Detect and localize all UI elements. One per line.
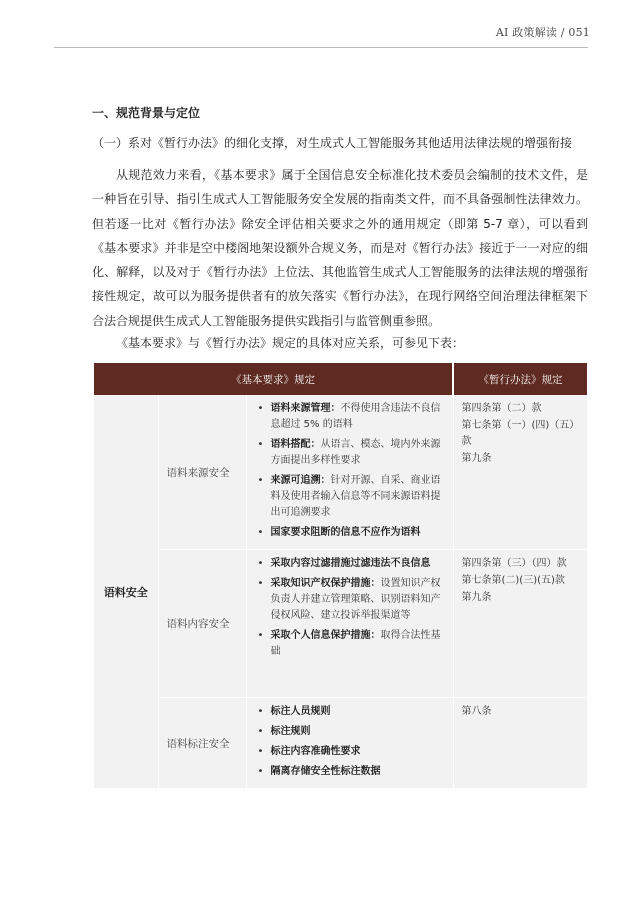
list-item: • 采取知识产权保护措施：设置知识产权负责人并建立管理策略、识别语料知产侵权风险、建立投诉举报渠道等 <box>253 576 447 624</box>
list-item: • 采取内容过滤措施过滤违法不良信息 <box>253 556 447 572</box>
requirements-list <box>253 556 447 660</box>
list-item: • 语料来源管理：不得使用含违法不良信息超过 5% 的语料 <box>253 401 447 433</box>
requirements-list <box>253 401 447 541</box>
list-item: • 来源可追溯：针对开源、自采、商业语料及使用者输入信息等不同来源语料提出可追溯要求 <box>253 473 447 521</box>
list-item: • 标注规则 <box>253 724 447 740</box>
regulation-ref: 第四条第（二）款 <box>461 403 542 414</box>
list-item: • 国家要求阻断的信息不应作为语料 <box>253 525 447 541</box>
correspondence-table <box>94 363 588 789</box>
requirements-list <box>253 704 447 780</box>
list-item: • 标注人员规则 <box>253 704 447 720</box>
running-header: AI 政策解读 / 051 <box>495 26 590 39</box>
subsection-title: （一）系对《暂行办法》的细化支撑，对生成式人工智能服务其他适用法律法规的增强衔接 <box>92 136 573 150</box>
table-row <box>94 550 587 698</box>
subcategory-cell: 语料标注安全 <box>158 698 246 789</box>
requirements-cell <box>246 550 453 698</box>
body-paragraph: 从规范效力来看，《基本要求》属于全国信息安全标准化技术委员会编制的技术文件，是一种旨在引导、指引生成式人工智能服务安全发展的指南类文件，而不具备强制性法律效力。但若逐一比对《暂行办法》除安全评估相关要求之外的通用规定（即第 5-7 章），可以看到《基本要求》并非是空中楼阁地架设额外合规义务，而是对《暂行办法》接近于一一对应的细化、解释，以及对于《暂行办法》上位法、其他监管生成式人工智能服务的法律法规的增强衔接性规定，故可以为服务提供者有的放矢落实《暂行办法》，在现行网络空间治理法律框架下合法合规提供生成式人工智能服务提供实践指引与监管侧重参照。 <box>92 168 588 328</box>
list-item: • 标注内容准确性要求 <box>253 744 447 760</box>
requirements-cell <box>246 395 453 550</box>
regulation-ref: 第七条第（一）(四)（五）款 <box>461 420 580 447</box>
table-intro: 《基本要求》与《暂行办法》规定的具体对应关系，可参见下表： <box>116 336 465 350</box>
list-item: • 隔离存储安全性标注数据 <box>253 764 447 780</box>
requirements-cell <box>246 698 453 789</box>
regulation-ref: 第八条 <box>461 706 492 717</box>
section-title: 一、规范背景与定位 <box>92 106 201 120</box>
list-item: • 采取个人信息保护措施：取得合法性基础 <box>253 628 447 660</box>
table-row <box>94 395 587 550</box>
subcategory-cell: 语料来源安全 <box>158 395 246 550</box>
header-divider <box>54 47 588 48</box>
regulation-refs-cell <box>453 698 587 789</box>
regulation-ref: 第九条 <box>461 453 492 464</box>
subcategory-cell: 语料内容安全 <box>158 550 246 698</box>
regulation-refs-cell <box>453 395 587 550</box>
regulation-ref: 第七条第(二)(三)(五)款 <box>461 575 565 586</box>
list-item: • 语料搭配：从语言、模态、境内外来源方面提出多样性要求 <box>253 437 447 469</box>
header-interim-measures: 《暂行办法》规定 <box>453 363 587 395</box>
body-paragraph-block <box>92 163 588 333</box>
regulation-ref: 第四条第（三）（四）款 <box>461 558 567 569</box>
header-basic-requirements: 《基本要求》规定 <box>94 363 453 395</box>
table-header-row <box>94 363 587 395</box>
regulation-ref: 第九条 <box>461 592 492 603</box>
table-row <box>94 698 587 789</box>
category-cell: 语料安全 <box>94 395 158 789</box>
regulation-refs-cell <box>453 550 587 698</box>
